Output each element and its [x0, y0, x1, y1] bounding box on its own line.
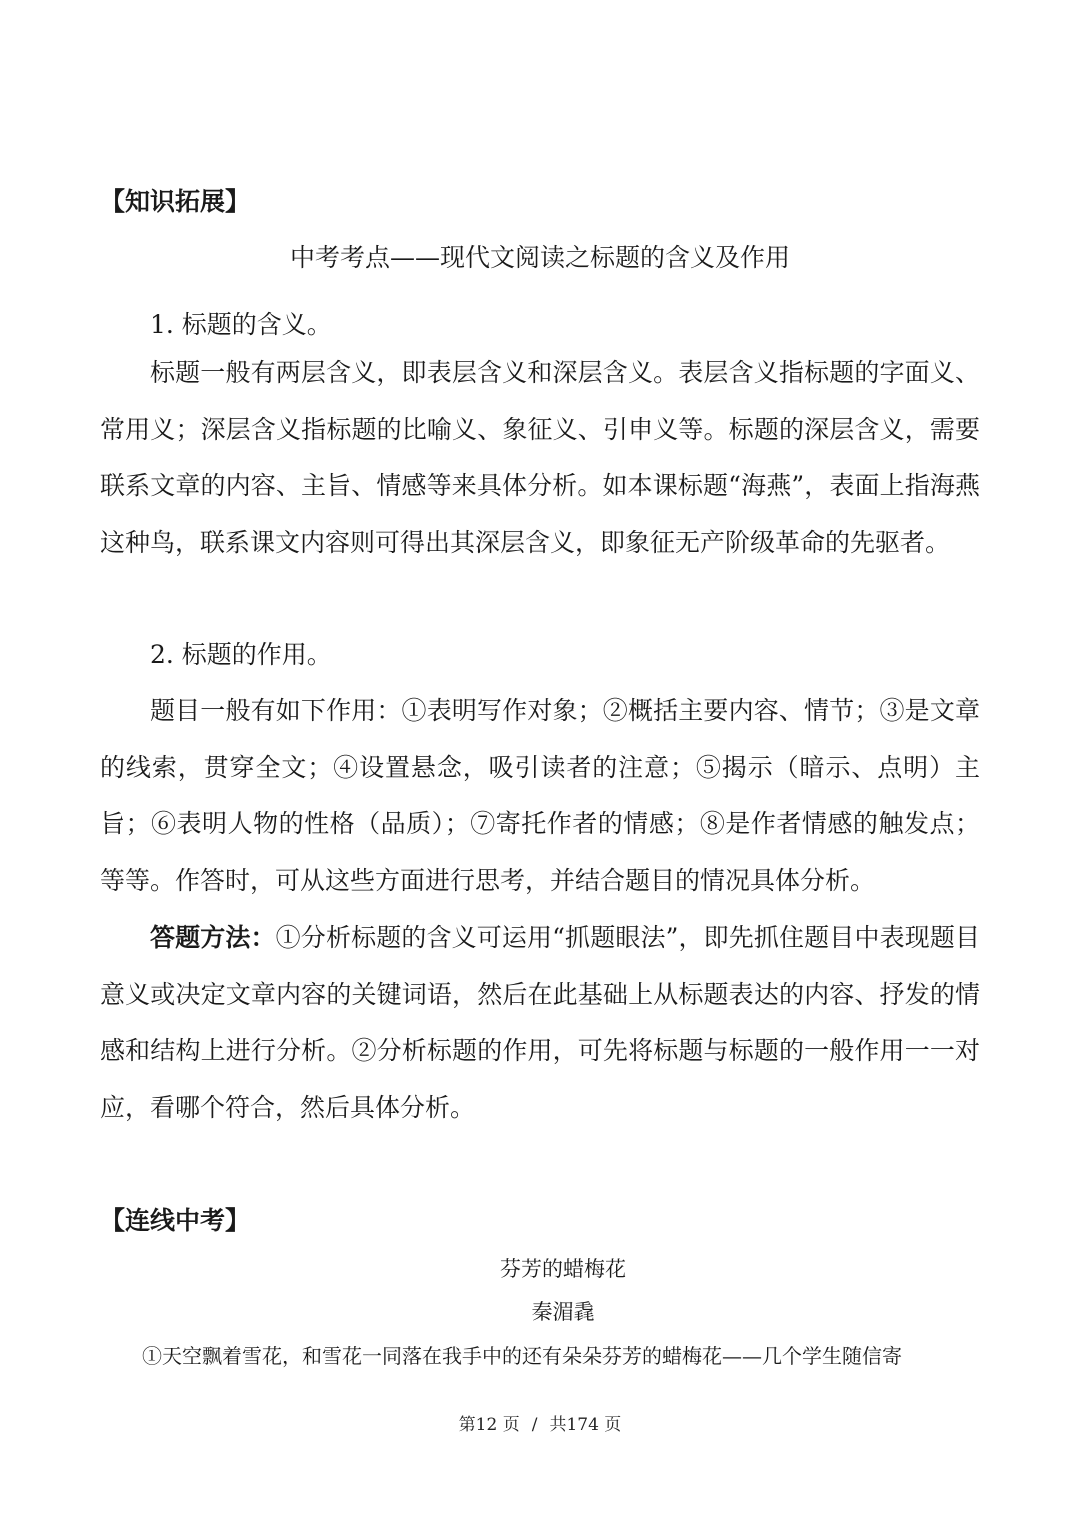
total-pages: 共174 页	[549, 1415, 622, 1435]
current-page-number: 第12 页	[458, 1415, 520, 1435]
paragraph-title-meaning: 标题一般有两层含义，即表层含义和深层含义。表层含义指标题的字面义、常用义；深层含义指标题的比喻义、象征义、引申义等。标题的深层含义，需要联系文章的内容、主旨、情感等来具体分析。如本课标题“海燕”，表面上指海燕这种鸟，联系课文内容则可得出其深层含义，即象征无产阶级革命的先驱者。	[100, 358, 980, 557]
heading-title-function: 2. 标题的作用。	[150, 640, 332, 669]
section-title-exam-link: 【连线中考】	[100, 1206, 251, 1235]
paragraph-answer-method	[100, 910, 980, 1136]
page-separator: /	[531, 1415, 538, 1435]
heading-title-meaning: 1. 标题的含义。	[150, 310, 332, 339]
answer-method-label: 答题方法：	[150, 923, 276, 952]
essay-paragraph-1: ①天空飘着雪花，和雪花一同落在我手中的还有朵朵芬芳的蜡梅花——几个学生随信寄	[142, 1344, 902, 1368]
subtitle-exam-point: 中考考点——现代文阅读之标题的含义及作用	[289, 243, 790, 272]
essay-author: 秦湄毳	[531, 1300, 595, 1324]
essay-title: 芬芳的蜡梅花	[500, 1257, 626, 1281]
paragraph-title-function: 题目一般有如下作用：①表明写作对象；②概括主要内容、情节；③是文章的线索，贯穿全文；④设置悬念，吸引读者的注意；⑤揭示（暗示、点明）主旨；⑥表明人物的性格（品质）；⑦寄托作者的情感；⑧是作者情感的触发点；等等。作答时，可从这些方面进行思考，并结合题目的情况具体分析。	[100, 696, 980, 895]
page-footer	[0, 1411, 1080, 1439]
section-title-knowledge-extension: 【知识拓展】	[100, 187, 251, 216]
answer-method-text: ①分析标题的含义可运用“抓题眼法”，即先抓住题目中表现题目意义或决定文章内容的关键词语，然后在此基础上从标题表达的内容、抒发的情感和结构上进行分析。②分析标题的作用，可先将标题与标题的一般作用一一对应，看哪个符合，然后具体分析。	[100, 923, 980, 1122]
